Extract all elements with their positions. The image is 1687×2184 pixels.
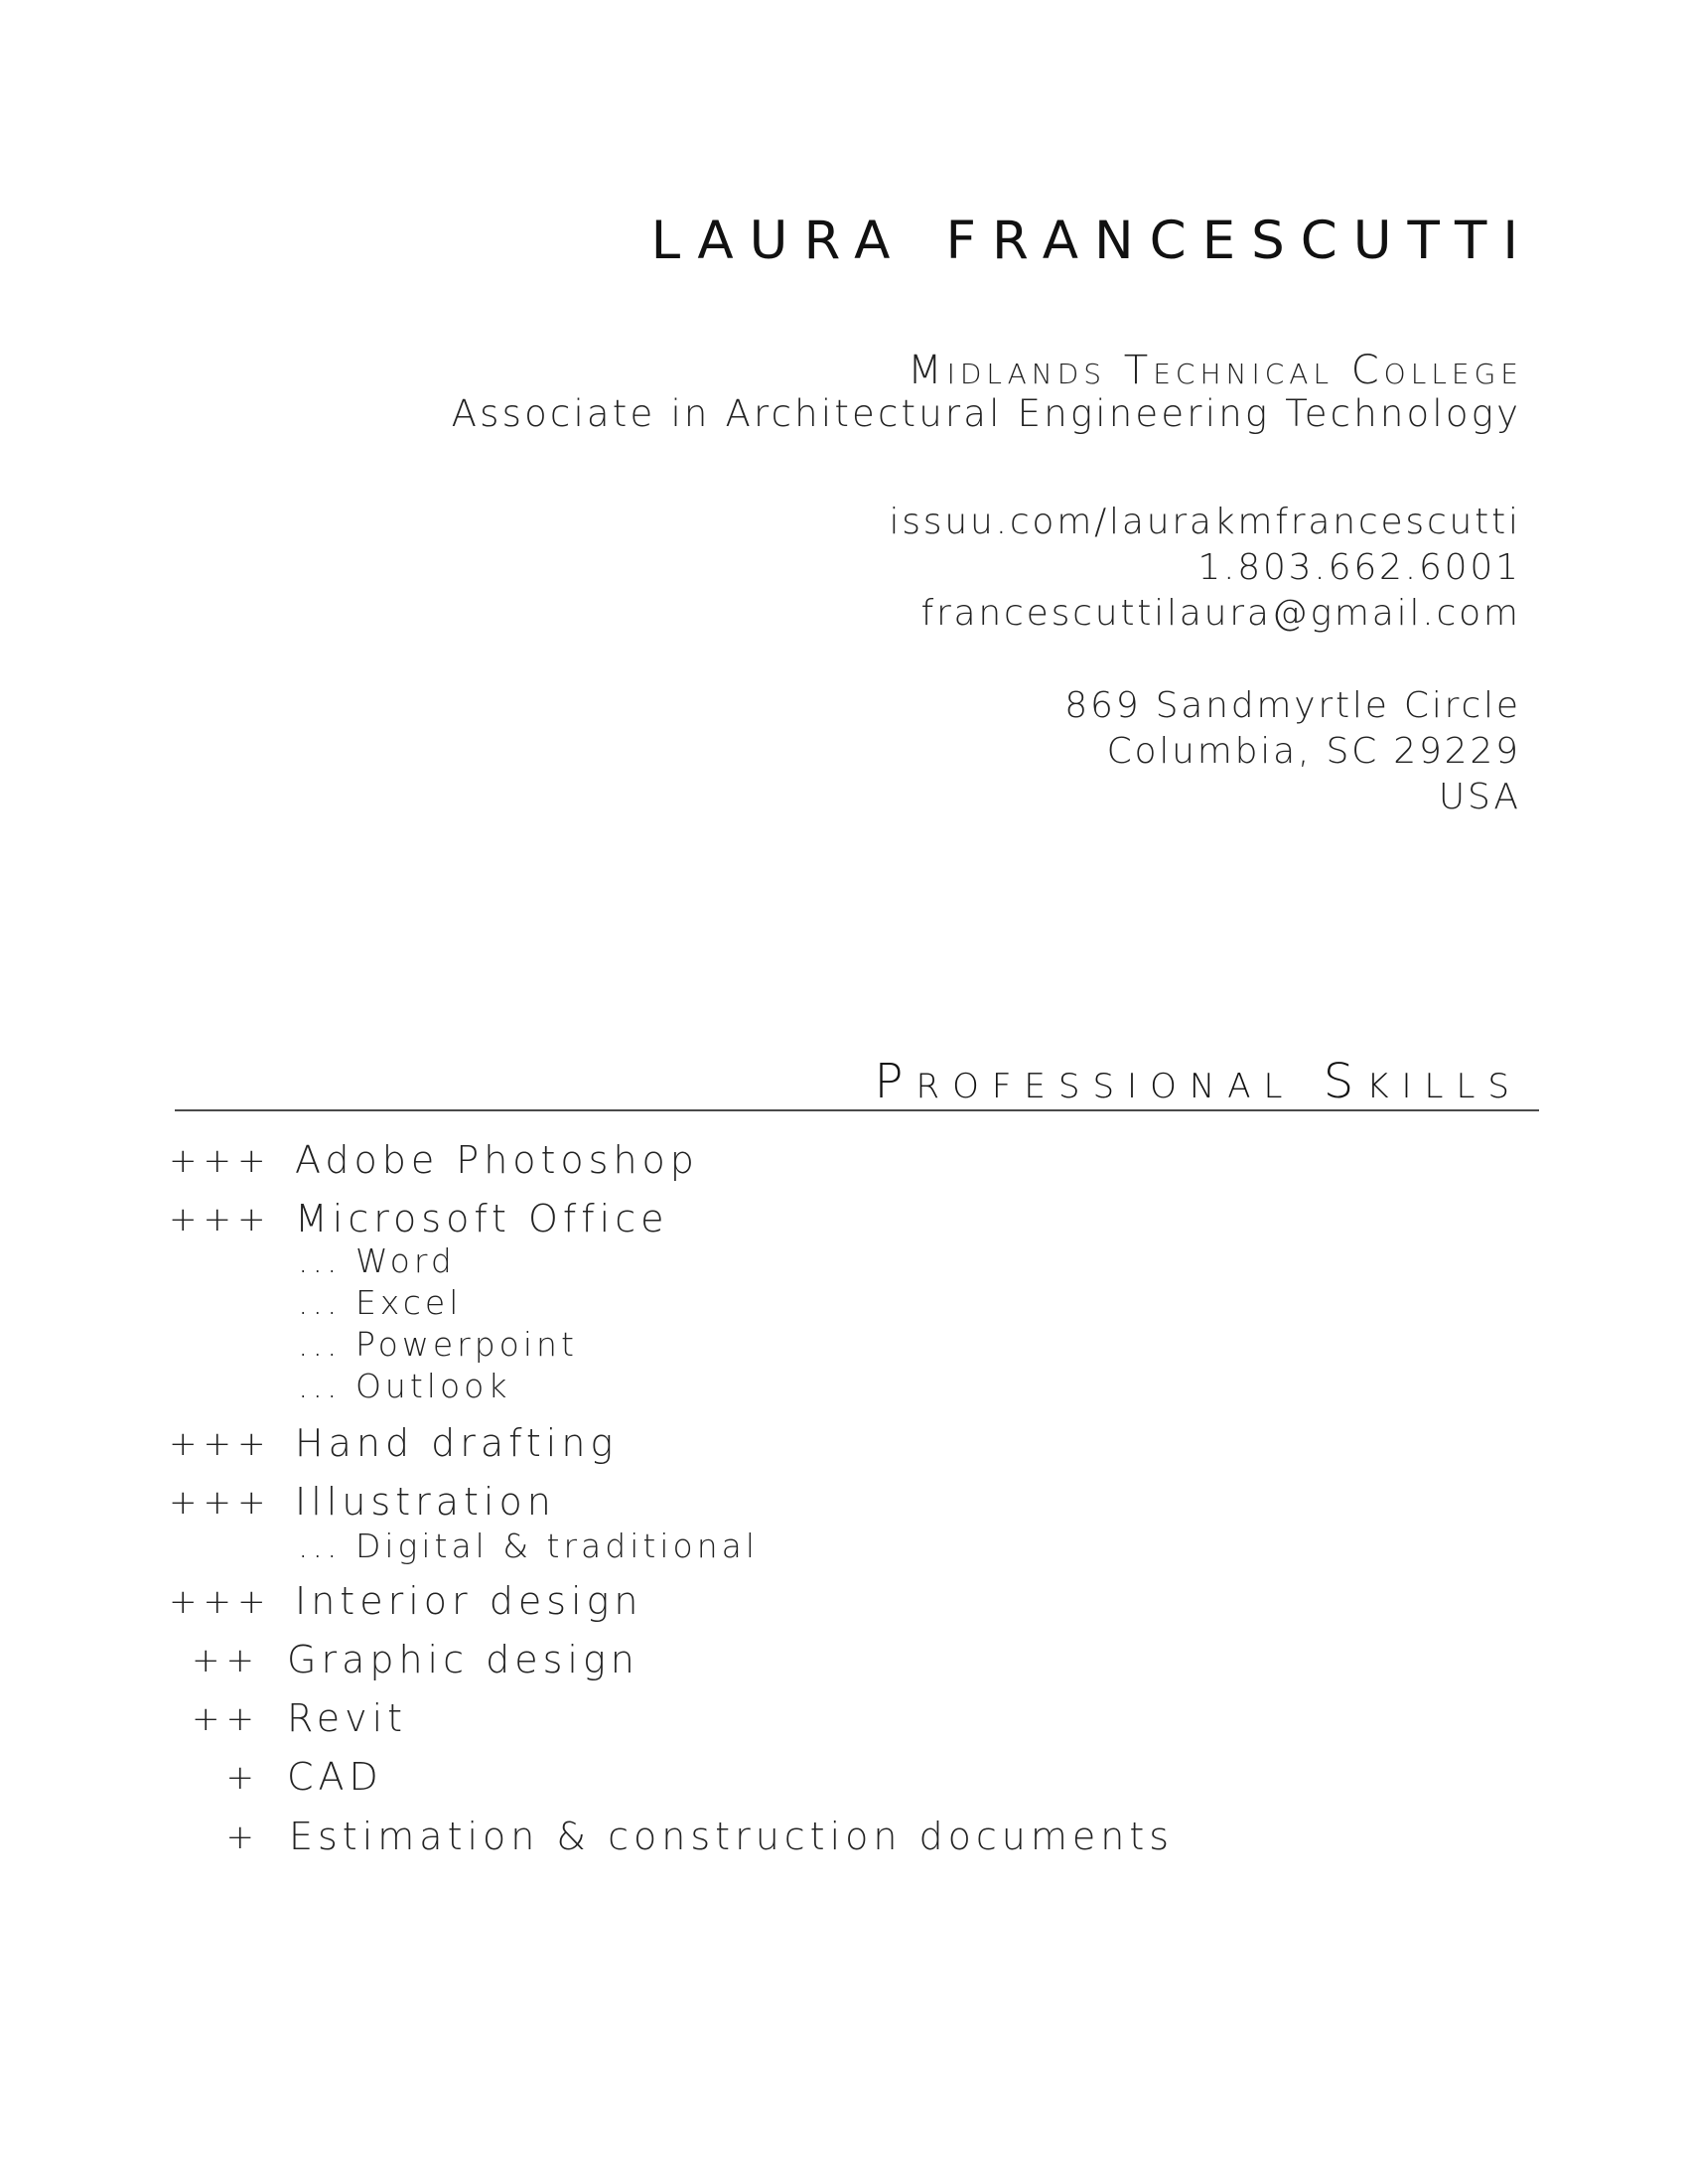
skill-subitem: ... Powerpoint bbox=[298, 1325, 578, 1364]
skill-name: CAD bbox=[287, 1755, 383, 1799]
phone-number: 1.803.662.6001 bbox=[1197, 547, 1521, 588]
skill-subitem: ... Excel bbox=[298, 1283, 463, 1322]
skill-rating: +++ bbox=[169, 1424, 272, 1464]
skill-name: Estimation & construction documents bbox=[289, 1815, 1175, 1858]
skill-name: Graphic design bbox=[287, 1638, 639, 1681]
college-name: Midlands Technical College bbox=[908, 348, 1523, 393]
skill-rating: + bbox=[225, 1818, 260, 1857]
skill-rating: ++ bbox=[192, 1699, 260, 1739]
degree-title: Associate in Architectural Engineering Technology bbox=[451, 392, 1522, 435]
address-country: USA bbox=[1438, 777, 1521, 817]
website-link[interactable]: issuu.com/laurakmfrancescutti bbox=[889, 502, 1521, 542]
email-link[interactable]: francescuttilaura@gmail.com bbox=[920, 593, 1521, 634]
skill-rating: +++ bbox=[169, 1141, 272, 1181]
skill-name: Illustration bbox=[295, 1480, 556, 1524]
skill-rating: ++ bbox=[192, 1641, 260, 1680]
skill-name: Adobe Photoshop bbox=[295, 1138, 699, 1182]
skill-name: Microsoft Office bbox=[295, 1197, 669, 1240]
skill-subitem: ... Word bbox=[298, 1241, 456, 1280]
skill-subitem: ... Outlook bbox=[298, 1367, 511, 1405]
skill-rating: +++ bbox=[169, 1483, 272, 1523]
section-title-skills: Professional Skills bbox=[874, 1054, 1522, 1109]
skill-name: Interior design bbox=[295, 1579, 643, 1623]
resume-name: laura francescutti bbox=[650, 188, 1534, 276]
address-city: Columbia, SC 29229 bbox=[1106, 731, 1521, 772]
skill-rating: + bbox=[225, 1758, 260, 1798]
skill-subitem: ... Digital & traditional bbox=[298, 1527, 759, 1565]
address-street: 869 Sandmyrtle Circle bbox=[1064, 685, 1521, 726]
skill-name: Hand drafting bbox=[295, 1421, 619, 1465]
skill-rating: +++ bbox=[169, 1200, 272, 1239]
skill-name: Revit bbox=[287, 1696, 408, 1740]
skill-rating: +++ bbox=[169, 1582, 272, 1622]
section-divider bbox=[175, 1109, 1539, 1111]
